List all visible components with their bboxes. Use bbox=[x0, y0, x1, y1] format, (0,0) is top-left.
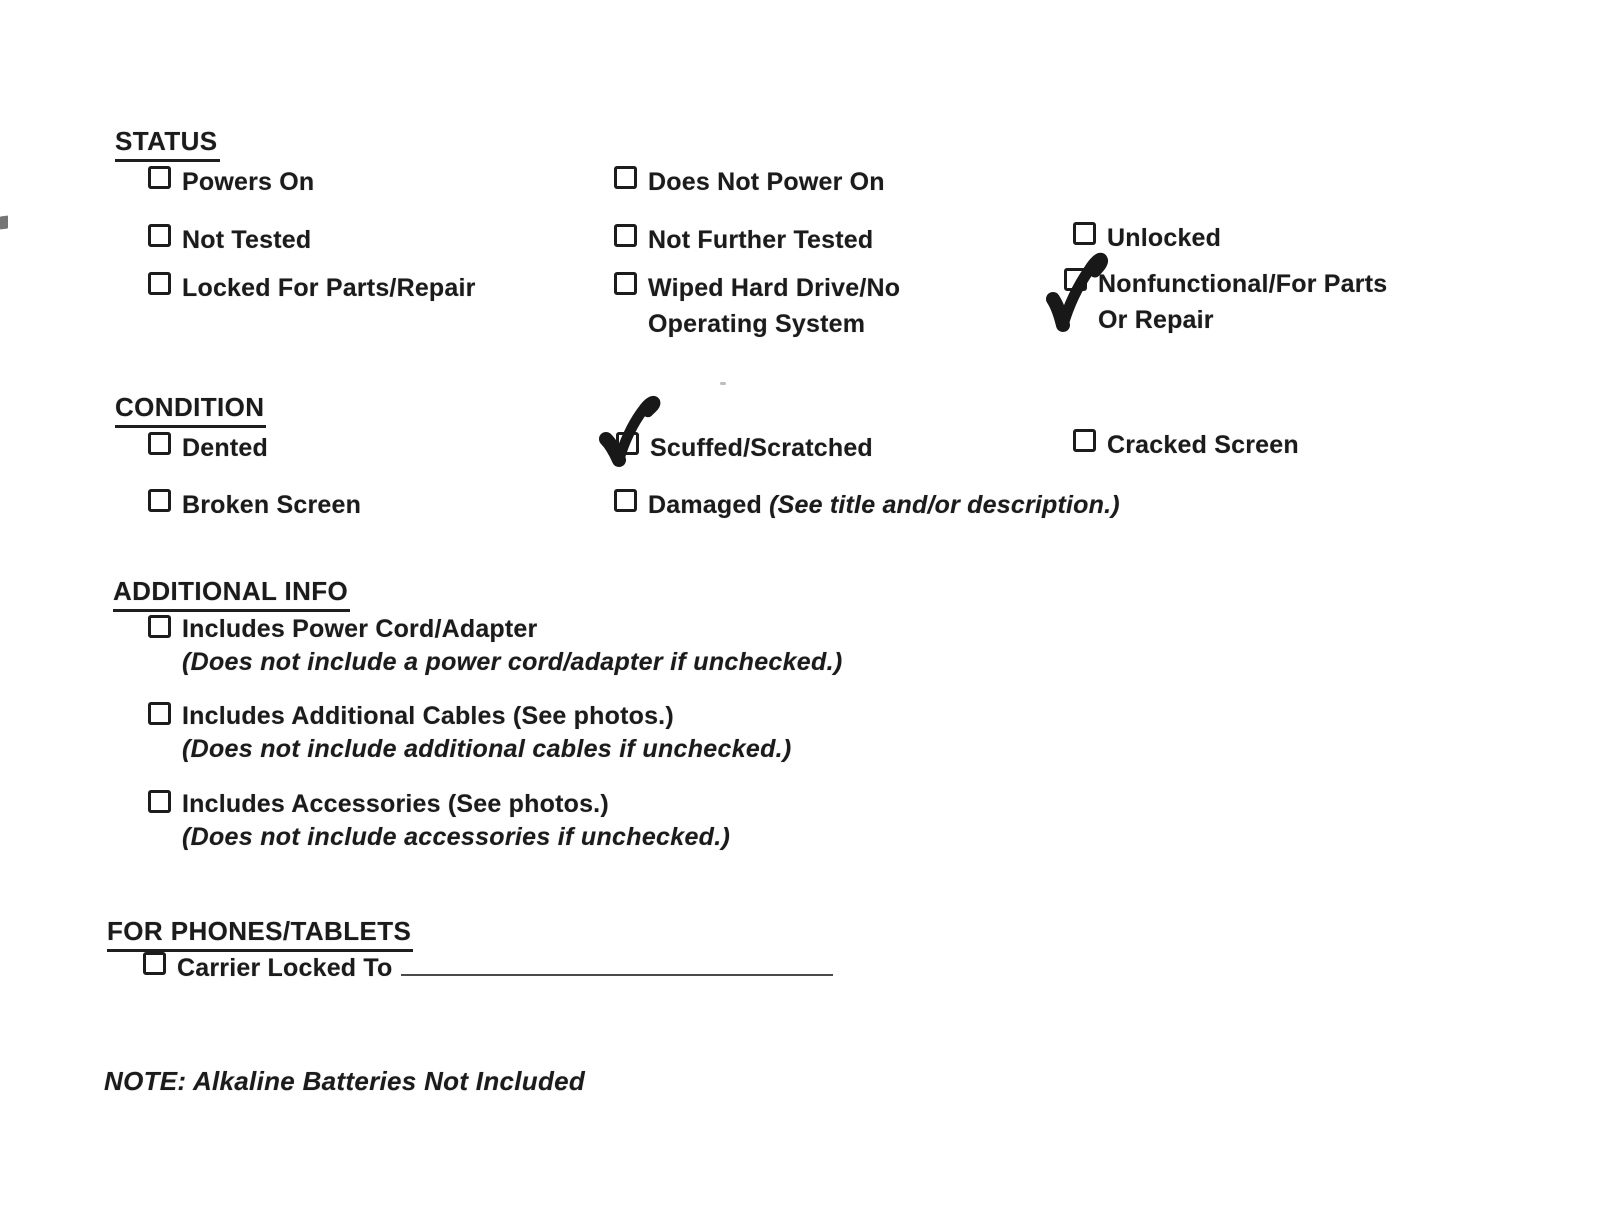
checkbox-additional-cables[interactable] bbox=[148, 702, 171, 725]
item-locked-for-parts bbox=[148, 270, 476, 306]
label-unlocked: Unlocked bbox=[1107, 224, 1222, 252]
label-locked-for-parts: Locked For Parts/Repair bbox=[182, 274, 476, 302]
checkbox-power-cord[interactable] bbox=[148, 615, 171, 638]
scan-artifact-dot bbox=[720, 382, 726, 385]
label-not-tested: Not Tested bbox=[182, 226, 312, 254]
checkbox-cracked-screen[interactable] bbox=[1073, 429, 1096, 452]
scan-artifact-mark bbox=[0, 215, 8, 229]
section-heading-condition: CONDITION bbox=[115, 392, 266, 428]
checkbox-not-tested[interactable] bbox=[148, 224, 171, 247]
carrier-blank-line[interactable] bbox=[401, 950, 833, 976]
item-not-further-tested bbox=[614, 222, 873, 258]
item-scuffed bbox=[616, 430, 873, 466]
label-scuffed: Scuffed/Scratched bbox=[650, 434, 873, 462]
item-carrier-locked bbox=[143, 950, 833, 986]
checkbox-broken-screen[interactable] bbox=[148, 489, 171, 512]
item-dented bbox=[148, 430, 268, 466]
checkbox-carrier-locked[interactable] bbox=[143, 952, 166, 975]
item-cracked-screen bbox=[1073, 427, 1299, 463]
checkbox-unlocked[interactable] bbox=[1073, 222, 1096, 245]
label-dented: Dented bbox=[182, 434, 268, 462]
label-wiped-hard-drive: Wiped Hard Drive/No Operating System bbox=[648, 274, 901, 338]
label-broken-screen: Broken Screen bbox=[182, 491, 362, 519]
item-unlocked bbox=[1073, 220, 1221, 256]
label-additional-cables: Includes Additional Cables (See photos.) (Does not include additional cables if unchecked.) bbox=[182, 700, 792, 766]
note-accessories: (Does not include accessories if unchecked.) bbox=[182, 823, 731, 851]
label-damaged: Damaged (See title and/or description.) bbox=[648, 491, 1120, 519]
checkbox-wiped-hard-drive[interactable] bbox=[614, 272, 637, 295]
label-accessories: Includes Accessories (See photos.) (Does not include accessories if unchecked.) bbox=[182, 788, 730, 854]
checkbox-accessories[interactable] bbox=[148, 790, 171, 813]
label-powers-on: Powers On bbox=[182, 168, 315, 196]
note-power-cord: (Does not include a power cord/adapter if unchecked.) bbox=[182, 648, 843, 676]
checkbox-not-further-tested[interactable] bbox=[614, 224, 637, 247]
checkbox-locked-for-parts[interactable] bbox=[148, 272, 171, 295]
item-additional-cables bbox=[148, 700, 792, 766]
item-power-cord bbox=[148, 613, 842, 679]
section-heading-status: STATUS bbox=[115, 126, 220, 162]
item-nonfunctional bbox=[1064, 266, 1387, 338]
item-damaged bbox=[614, 487, 1120, 523]
checkbox-powers-on[interactable] bbox=[148, 166, 171, 189]
checkbox-scuffed[interactable] bbox=[616, 432, 639, 455]
note-additional-cables: (Does not include additional cables if unchecked.) bbox=[182, 735, 792, 763]
label-cracked-screen: Cracked Screen bbox=[1107, 431, 1299, 459]
label-nonfunctional: Nonfunctional/For Parts Or Repair bbox=[1098, 270, 1388, 334]
label-not-further-tested: Not Further Tested bbox=[648, 226, 874, 254]
item-not-tested bbox=[148, 222, 311, 258]
checkbox-damaged[interactable] bbox=[614, 489, 637, 512]
item-wiped-hard-drive bbox=[614, 270, 900, 342]
checkbox-nonfunctional[interactable] bbox=[1064, 268, 1087, 291]
item-broken-screen bbox=[148, 487, 361, 523]
item-accessories bbox=[148, 788, 730, 854]
checkbox-does-not-power-on[interactable] bbox=[614, 166, 637, 189]
item-powers-on bbox=[148, 164, 314, 200]
label-power-cord: Includes Power Cord/Adapter (Does not include a power cord/adapter if unchecked.) bbox=[182, 613, 842, 679]
label-damaged-note: (See title and/or description.) bbox=[769, 491, 1120, 519]
footer-note: NOTE: Alkaline Batteries Not Included bbox=[104, 1066, 586, 1096]
label-does-not-power-on: Does Not Power On bbox=[648, 168, 885, 196]
item-does-not-power-on bbox=[614, 164, 885, 200]
section-heading-additional-info: ADDITIONAL INFO bbox=[113, 576, 350, 612]
section-heading-for-phones-tablets: FOR PHONES/TABLETS bbox=[107, 916, 413, 952]
label-carrier-locked: Carrier Locked To bbox=[177, 954, 393, 982]
checkbox-dented[interactable] bbox=[148, 432, 171, 455]
